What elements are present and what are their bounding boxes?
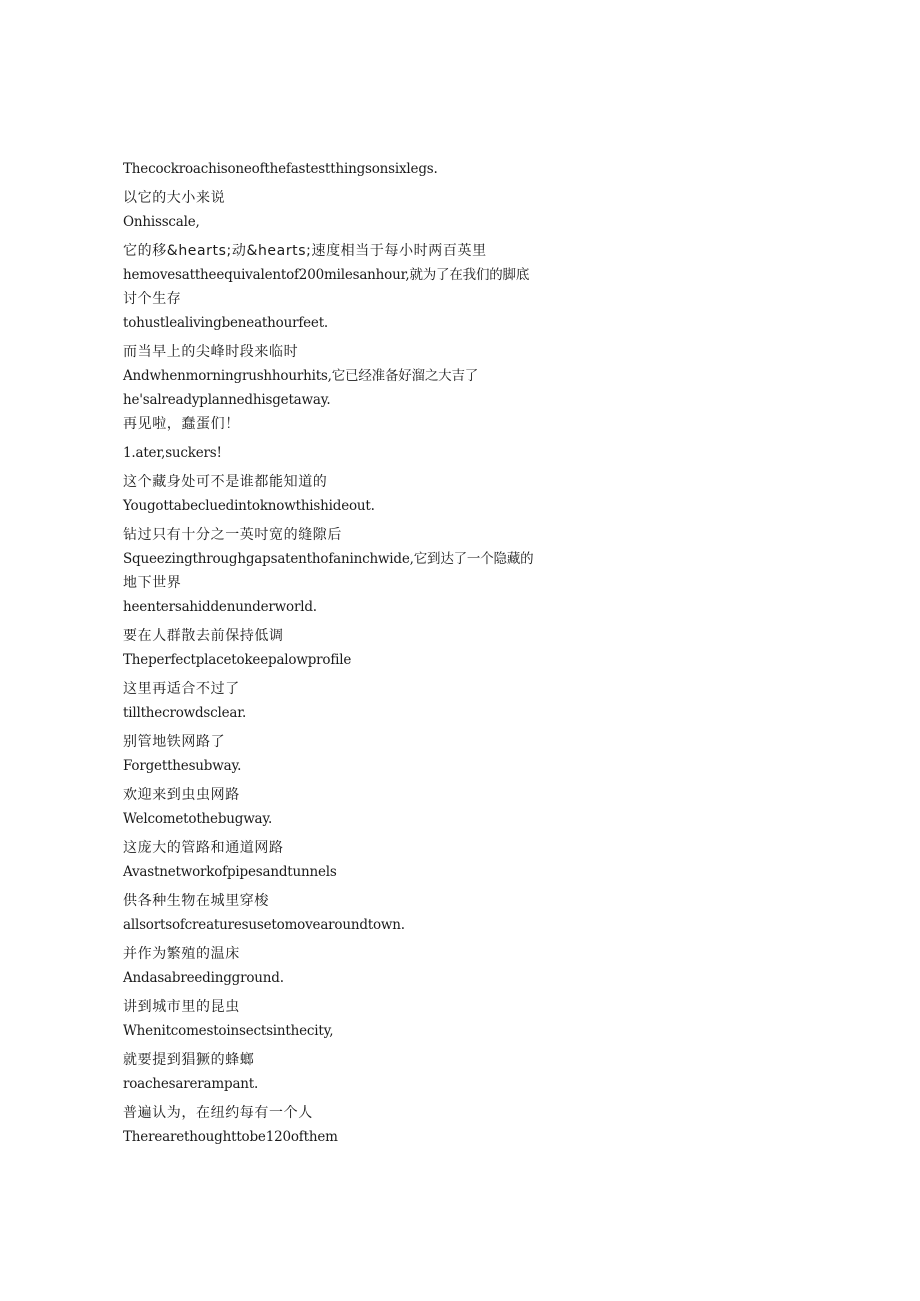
transcript-line: Therearethoughttobe120ofthem xyxy=(123,1129,338,1145)
transcript-line: 讨个生存 xyxy=(123,291,182,307)
transcript-line: 1.ater,suckers! xyxy=(123,445,222,461)
transcript-line: 欢迎来到虫虫网路 xyxy=(123,787,240,803)
transcript-line: 讲到城市里的昆虫 xyxy=(123,999,240,1015)
transcript-line: Andasabreedingground. xyxy=(123,970,284,986)
transcript-line: tillthecrowdsclear. xyxy=(123,705,247,721)
transcript-line: Onhisscale, xyxy=(123,214,200,230)
transcript-line: Squeezingthroughgapsatenthofaninchwide,它到达了一个隐藏的 xyxy=(123,551,534,567)
transcript-line: 普遍认为，在纽约每有一个人 xyxy=(123,1105,313,1121)
transcript-line: 地下世界 xyxy=(123,575,182,591)
transcript-line: 并作为繁殖的温床 xyxy=(123,946,240,962)
transcript-line: roachesarerampant. xyxy=(123,1076,259,1092)
transcript-line: 以它的大小来说 xyxy=(123,190,226,206)
transcript-line: allsortsofcreaturesusetomovearoundtown. xyxy=(123,917,405,933)
transcript-line: 这个藏身处可不是谁都能知道的 xyxy=(123,474,328,490)
transcript-line: 它的移&hearts;动&hearts;速度相当于每小时两百英里 xyxy=(123,243,487,259)
transcript-text xyxy=(123,157,563,1149)
transcript-line: hemovesattheequivalentof200milesanhour,就为了在我们的脚底 xyxy=(123,267,530,283)
transcript-line: 而当早上的尖峰时段来临时 xyxy=(123,344,299,360)
transcript-line: Welcometothebugway. xyxy=(123,811,273,827)
transcript-line: 钻过只有十分之一英吋宽的缝隙后 xyxy=(123,527,342,543)
transcript-line: 再见啦，蠢蛋们！ xyxy=(123,416,240,432)
transcript-line: Forgetthesubway. xyxy=(123,758,242,774)
transcript-line: Whenitcomestoinsectsinthecity, xyxy=(123,1023,334,1039)
transcript-line: 这里再适合不过了 xyxy=(123,681,240,697)
transcript-line: Yougottabecluedintoknowthishideout. xyxy=(123,498,375,514)
transcript-line: he'salreadyplannedhisgetaway. xyxy=(123,392,331,408)
transcript-line: 别管地铁网路了 xyxy=(123,734,226,750)
transcript-line: 供各种生物在城里穿梭 xyxy=(123,893,269,909)
transcript-line: heentersahiddenunderworld. xyxy=(123,599,317,615)
transcript-line: 就要提到猖獗的蜂螂 xyxy=(123,1052,255,1068)
transcript-line: 这庞大的管路和通道网路 xyxy=(123,840,284,856)
transcript-line: Theperfectplacetokeepalowprofile xyxy=(123,652,352,668)
transcript-line: tohustlealivingbeneathourfeet. xyxy=(123,315,329,331)
transcript-line: 要在人群散去前保持低调 xyxy=(123,628,284,644)
transcript-line: Andwhenmorningrushhourhits,它已经准备好溜之大吉了 xyxy=(123,368,479,384)
transcript-line: Avastnetworkofpipesandtunnels xyxy=(123,864,337,880)
transcript-line: Thecockroachisoneofthefastestthingsonsixlegs. xyxy=(123,161,438,177)
